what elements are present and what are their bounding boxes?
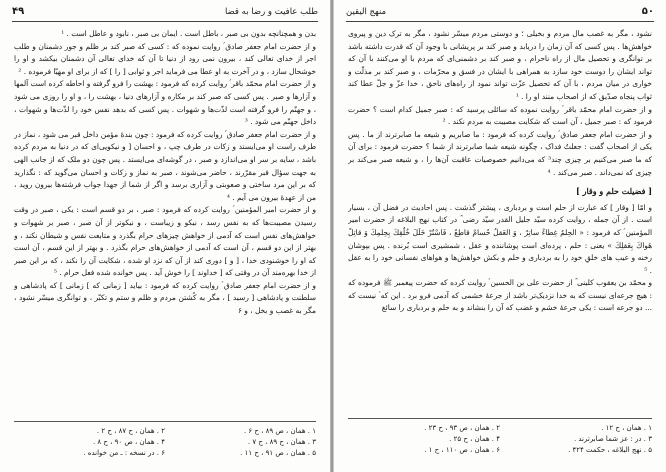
right-header-rule (346, 21, 654, 22)
left-page-body (14, 28, 316, 416)
right-paragraph: و امّا [ وقار ] که عبارت از حلم است و بردباری ، پیشتر گذشت . پس احادیث در فضل آن ، بسیار است . از آن جمله ، روایت کرده سیّد جلیل القدر سیّد رضی ؒ در کتاب نهج البلاغه از حضرت امیر المؤمنین ؑ که فرمود : « الحِلمُ غِطاءٌ ساتِرٌ ، وَ العَقلُ حُسامٌ قاطِعٌ ، فَاسْتُرْ خَلَلَ خُلُقِكَ بِحِلمِكَ وَ قاتِلْ هَواكَ بِعَقلِكَ » یعنی : حلم ، پرده‌ای است پوشاننده و عقل ، شمشیری است بُرنده . پس بپوشان رخنه و عیب های خلقِ خود را به بردباری و حلم و بکش خواهش‌ها و هواهای نفسانی خود را به عقل . ⁵ (348, 202, 652, 275)
left-paragraph: و از حضرت امام محمّد باقر ؑ روایت کرده که فرمود : بهشت را فرو گرفته و احاطه کرده است آلمها و آزارها و صبر . پس کسی که صبر کند بر مکاره و آزارهای دنیا ، بهشت را ، و او را روزی می شود ، و جهنّم را فرو گرفته است لذّت‌ها و شهوات . پس کسی که بدهد نفس خود را لذّت‌ها و شهوات ، داخل جهنّم می شود . ³ (14, 79, 316, 127)
left-paragraph: و از حضرت امام جعفر صادق ؑ روایت کرده که فرمود : چون بندهٔ مؤمن داخل قبر می شود ، نماز در طرف راست او می‌ایستد و زکات در طرف چپ ، و احسان [ و نیکویی‌ای که در دنیا به مردم کرده باشد ، سایه بر سر او می‌اندازد و صبر ، در گوشه‌ای می‌ایستد . پس چون دو ملک که از جانب الهی به جهت سؤال قبر مقرّرند ، حاضر می‌شوند ، صبر به نماز و زکات و احسان می‌گوید که : نگذارید که بر این مرد ساختی و صعوبتی و آزاری برسد و اگر از شما از جهدا جواب فرشته‌ها بیرون روید ، من از عهدهٔ بیرون می آیم . ⁴ (14, 129, 316, 202)
right-paragraph: و از حضرت امام جعفر صادق ؑ روایت کرده که فرمود : ما صابریم و شیعه ما صابرترند از ما . پس یکی از اصحاب گفت : جعلتُ فداک ، چگونه شیعه شما صابرترند از شما ؟ حضرت فرمود : برای آن که ما صبر می‌کنیم بر چیزی چند³ که می‌دانیم خصوصیات عاقبت آن‌ها را ، و شیعه صبر می‌کند بر چیزی که نمی‌داند . صبر می‌کند . ⁴ (348, 129, 652, 177)
right-footnote-rule (348, 418, 652, 419)
left-paragraph: و از حضرت امام جعفر صادق ؑ روایت کرده که فرمود : بیاید [ زمانی که ] زمانی ] که پادشاهی و سلطنت و پادشاهی [ رسید ] ، مگر به کُشتن مردم و ظلم و ستم و تکبّر ، و توانگری میسّر نشود ، مگر به غصب و بخل ، و ۶ (14, 280, 316, 316)
left-page (0, 0, 331, 472)
footnote: ۴ . همان ، ح ۲۵ . (449, 435, 500, 443)
left-page-number: ۴۹ (12, 6, 25, 17)
footnote: ۴ . همان ، ص ۹۰ ، ح ۸ . (92, 438, 165, 446)
left-page-header (12, 6, 318, 20)
right-page (333, 0, 666, 472)
right-page-number: ۵۰ (641, 6, 654, 17)
left-footnotes (14, 426, 316, 459)
footnote: ۵ . نهج البلاغه ، حکمت ۴۲۴ . (568, 446, 652, 454)
footnote: ۶ . در نسخه : ـ من خوانده . (83, 449, 165, 457)
right-running-title: منهج الیقین (346, 7, 387, 17)
right-paragraph: نشود ، مگر به غصب مال مردم و بخیلی ؛ و دوستی مردم میسّر نشود ، مگر به ترک دین و پیروی خواهش‌ها . پس کسی که آن زمان را دریابد و صبر کند بر پریشانی با وجود آن که قدرت داشته باشد بر توانگری و تحصیل مال از راه ناحرام ، و صبر کند بر دشمنی‌ای که مردم با او می‌کنند با آن که تواند ایشان را دوست خود سازد به همراهی با ایشان در فسق و محرّمات ، و صبر کند بر مذلّت و خواری در میان مردم ، با آن که تحصیل عزّت تواند نمود از راه‌های ناحق ، خدا عزّ و جلّ عطا کند ثواب پنجاه صدّیق که از اصحاب منند او را . ¹ (348, 29, 652, 101)
left-running-title: طلب عافیت و رضا به قضا (224, 7, 318, 17)
left-paragraph: بدن و همچنانچه بدون بی صبر ، باطل است . ایمان بی صبر ، نابود و عاطل است . ¹ (61, 29, 316, 38)
footnote: ۱ . همان ، ص ۸۹ ، ح ۶ . (243, 427, 316, 435)
left-footnote-rule (14, 421, 316, 422)
left-paragraph: و از حضرت امام جعفر صادق ؑ روایت نموده که : کسی که صبر کند بر ظلم و جور دشمنان و طلب اجر از خدای تعالی کند ، بیرون نمی رود از دنیا تا آن که خدای تعالی آن دشمنان بیکشد و او را خوشحال سازد ، و در آخرت به او عطا می فرماید اجر و ثوابی [ را ] که از برای او مهیّا فرموده . ² (14, 41, 316, 76)
left-header-rule (12, 21, 318, 22)
right-paragraph: و از حضرت امام محمّد باقر ؑ روایت نموده که سائلی پرسید که : صبر جمیل کدام است ؟ حضرت فرمود که : صبر جمیل ، آن است که شکایت مصیبت به مردم نکند . ² (348, 104, 652, 127)
section-heading: [ فضیلت حلم و وقار ] (576, 186, 652, 197)
footnote: ۳ . در : عز شما صابرترند . (573, 435, 652, 443)
footnote: ۳ . همان ، ح ۸۹ ، ح ۷ . (247, 438, 316, 446)
right-paragraph: و محمّد بن یعقوب کلینی ؒ از حضرت علی بن الحسین ؑ روایت کرده که حضرت پیغمبر ﷺ فرموده که : هیچ جرعه‌ای نیست که به خدا نزدیک‌تر باشد از جرعهٔ خشمی که آدمی فرو برد . این که ؑ نیست که ... دو جرعه است : یکی جرعهٔ خشم و غضب که آن را بنشاند و به حلم و بردباری را سائغ (348, 278, 652, 313)
right-footnotes (348, 423, 652, 456)
footnote: ۲ . همان ، ص ۹۳ ، ح ۲۳ . (424, 424, 500, 432)
right-page-header (346, 6, 654, 20)
footnote: ۶ . همان ، ص ۱۱۰ ، ح ۱ . (424, 446, 500, 454)
footnote: ۱ . همان ، ح ۱۲ . (601, 424, 652, 432)
footnote: ۲ . همان ، ح ۸۷ ، ح ۲ . (96, 427, 165, 435)
footnote: ۵ . همان ، ص ۹۱ ، ح ۱۱ . (240, 449, 316, 457)
left-paragraph: و از حضرت امیر المؤمنین ؑ روایت کرده که فرمود : صبر ، بر دو قسم است : یکی ، صبر در وقت رسیدن مصیبت‌ها که به نفس رسد ، نیکو و زیباست ، و نیکوتر از آن صبر ، صبر بر شهوات و خواهش‌های نفس است که آدمی از خواهش چیزهای حرام بگذرد و متابعت نفس و شیطان نکند ، و بهتر از این دو قسم ، آن است که آدمی از خواهش‌های حرام بگذرد . و بهتر از این قسم ، آن است که او را خوشنودی خدا ، [ و ] دوری کند از آن که نزد او شده ، شکایت آن را نکند ، که بر این صبر از خدا بهره‌مند آن در وقتی که [ خداوند ] را خوش آید . پس خوانده شده فعل حرام . ⁵ (14, 205, 316, 278)
right-page-body (348, 28, 652, 413)
